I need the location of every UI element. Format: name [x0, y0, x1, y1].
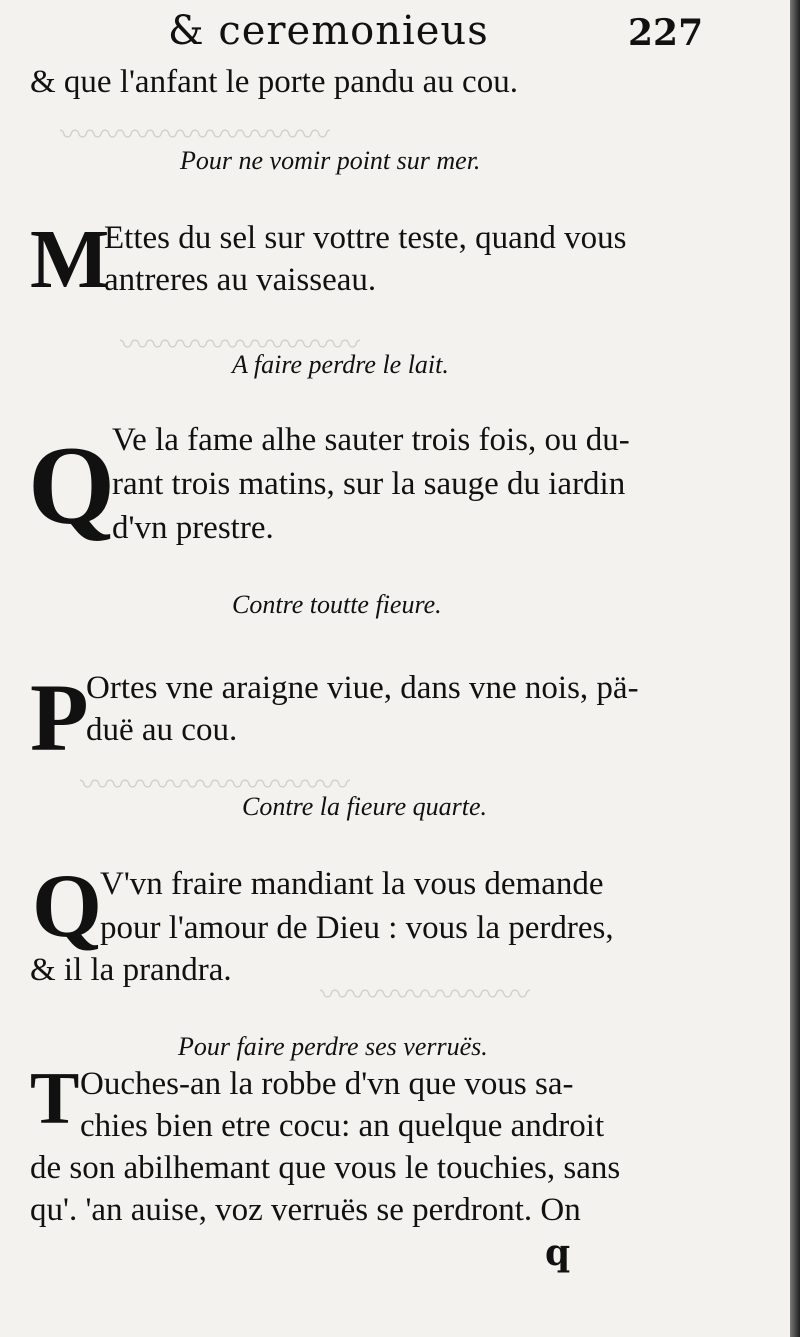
show-through-bleed: 〰〰〰〰〰〰〰〰: [120, 329, 360, 362]
drop-cap: Q: [32, 857, 103, 956]
drop-cap: T: [30, 1058, 80, 1140]
section-line: V'vn fraire mandiant la vous demande: [100, 866, 604, 902]
section-heading: Contre la fieure quarte.: [242, 792, 488, 821]
show-through-bleed: 〰〰〰〰〰〰〰〰〰: [60, 119, 330, 152]
page-header: [0, 8, 790, 56]
section-heading: Pour ne vomir point sur mer.: [180, 146, 481, 175]
section-line: Ve la fame alhe sauter trois fois, ou du-: [112, 422, 630, 458]
continuation-line: & que l'anfant le porte pandu au cou.: [30, 64, 518, 100]
section-line: duë au cou.: [86, 712, 238, 748]
drop-cap: P: [30, 664, 89, 771]
drop-cap: Q: [28, 424, 116, 548]
section-line: chies bien etre cocu: an quelque androit: [80, 1108, 605, 1144]
section-line: de son abilhemant que vous le touchies, sans: [30, 1150, 621, 1186]
drop-cap: M: [30, 213, 110, 306]
section-line: rant trois matins, sur la sauge du iardin: [112, 466, 626, 502]
show-through-bleed: 〰〰〰〰〰〰〰〰〰: [80, 769, 350, 802]
section-line: Ortes vne araigne viue, dans vne nois, pä-: [86, 670, 639, 706]
running-head: & ceremonieus: [168, 8, 489, 54]
section-line: qu'. 'an auise, voz verruës se perdront. On: [30, 1192, 581, 1228]
show-through-bleed: 〰〰〰〰〰〰〰: [320, 979, 530, 1012]
section-line: & il la prandra.: [30, 952, 232, 988]
section-heading: A faire perdre le lait.: [232, 350, 449, 379]
page-edge-shadow: [790, 0, 800, 1337]
section-line: pour l'amour de Dieu : vous la perdres,: [100, 910, 614, 946]
signature-mark: q: [545, 1232, 571, 1274]
page-number: 227: [628, 12, 704, 54]
section-heading: Contre toutte fieure.: [232, 590, 442, 619]
section-line: Ouches-an la robbe d'vn que vous sa-: [80, 1066, 574, 1102]
section-line: antreres au vaisseau.: [104, 262, 377, 298]
section-line: Ettes du sel sur vottre teste, quand vous: [104, 220, 627, 256]
section-heading: Pour faire perdre ses verruës.: [178, 1032, 488, 1061]
section-line: d'vn prestre.: [112, 510, 274, 546]
